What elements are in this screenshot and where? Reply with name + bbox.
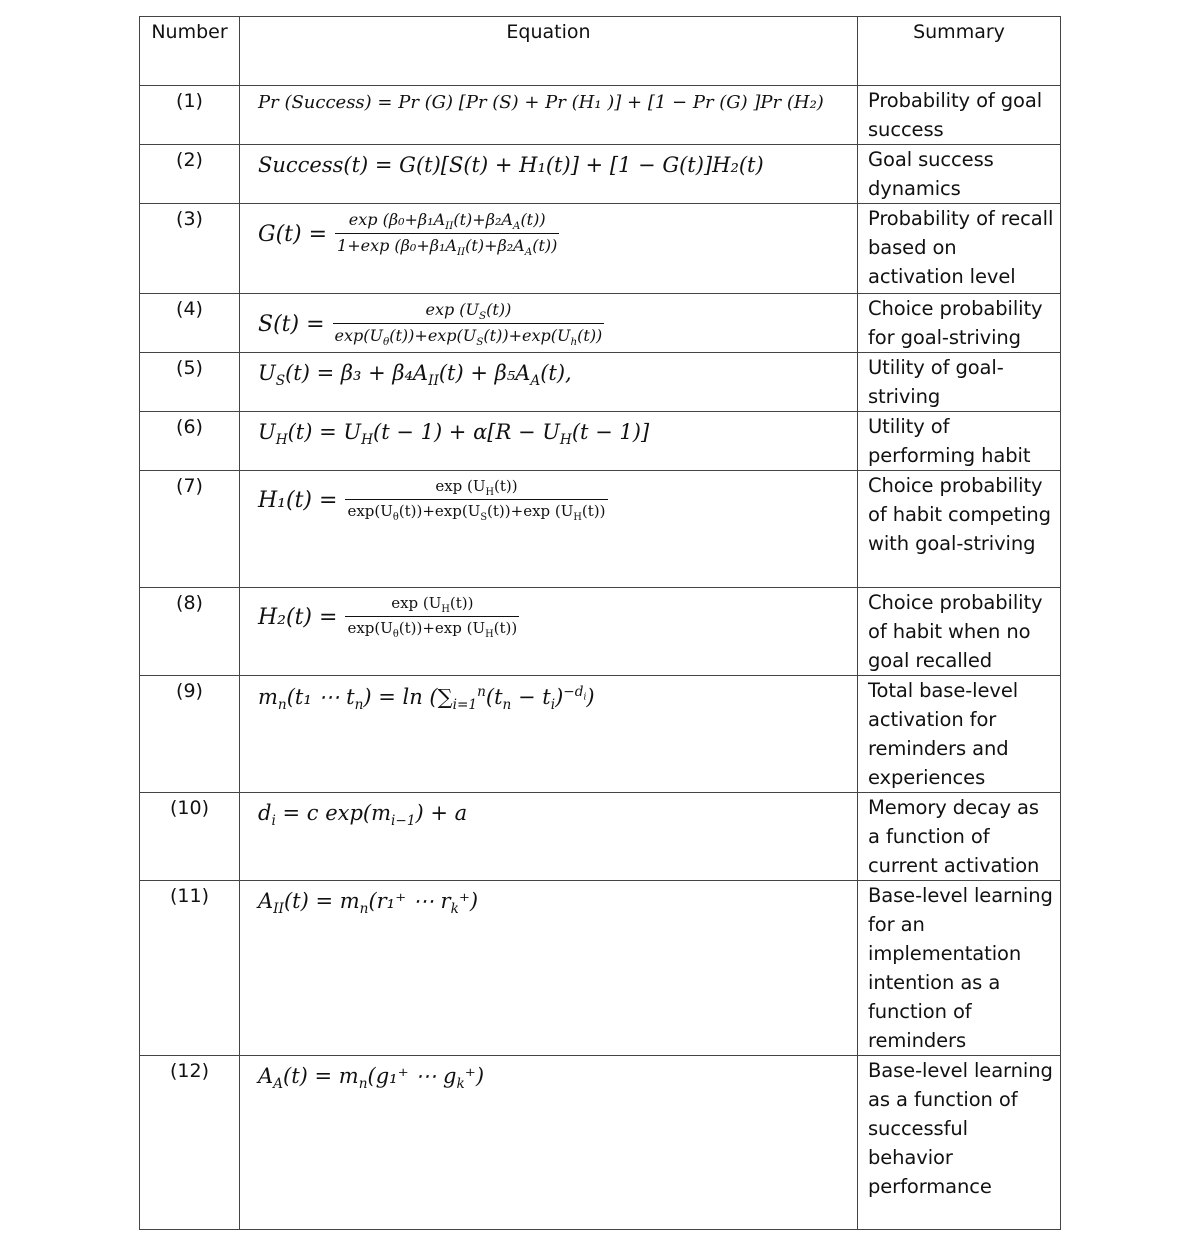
equation-number: (7) [140, 471, 240, 588]
table-row [140, 353, 1061, 412]
equation-summary: Goal success dynamics [858, 145, 1061, 204]
table-row [140, 881, 1061, 1056]
equations-table [139, 16, 1061, 1230]
equation-1: Pr (Success) = Pr (G) [Pr (S) + Pr (H₁ )] + [1 − Pr (G) ]Pr (H₂) [258, 92, 824, 113]
equation-cell [240, 353, 858, 412]
equation-cell [240, 881, 858, 1056]
table-row [140, 676, 1061, 793]
equation-4: S(t) = $\frac{\exp (U_S(t))}{\exp(U_\theta(t))+\exp(U_S(t))+\exp(U_h(t))}$ [258, 300, 603, 349]
table-row [140, 145, 1061, 204]
equation-12: $A_A(t) = m_n(g_1^+$ ⋯ $g_k^+$) [258, 1064, 485, 1093]
table-row [140, 1056, 1061, 1230]
table-row [140, 793, 1061, 881]
equation-cell [240, 204, 858, 294]
equation-summary: Memory decay as a function of current activation [858, 793, 1061, 881]
fraction: $\frac{\exp (U_H(t))}{\exp(U_\theta(t))+\exp (U_H(t))}$ [347, 594, 518, 640]
equation-summary: Total base-level activation for reminders and experiences [858, 676, 1061, 793]
equation-summary: Base-level learning for an implementation intention as a function of reminders [858, 881, 1061, 1056]
fraction: $\frac{\exp (\beta_0+\beta_1A_{II}(t)+\beta_2A_A(t))}{1+\exp (\beta_0+\beta_1A_{II}(t)+\beta_2A_A(t))}$ [337, 210, 558, 259]
equation-number: (6) [140, 412, 240, 471]
table-row [140, 294, 1061, 353]
header-row [140, 17, 1061, 86]
equation-7: H₁(t) = $\frac{\exp (U_H(t))}{\exp(U_\theta(t))+\exp(U_S(t))+\exp (U_H(t))}$ [258, 477, 606, 523]
fraction: $\frac{\exp (U_H(t))}{\exp(U_\theta(t))+\exp(U_S(t))+\exp (U_H(t))}$ [347, 477, 606, 523]
equation-summary: Base-level learning as a function of successful behavior performance [858, 1056, 1061, 1230]
equation-cell [240, 1056, 858, 1230]
equation-cell [240, 145, 858, 204]
equation-summary: Probability of goal success [858, 86, 1061, 145]
equation-number: (10) [140, 793, 240, 881]
equation-3: G(t) = $\frac{\exp (\beta_0+\beta_1A_{II}(t)+\beta_2A_A(t))}{1+\exp (\beta_0+\beta_1A_{II}(t)+\beta_2A_A(t))}$ [258, 210, 558, 259]
equation-cell [240, 86, 858, 145]
table-row [140, 204, 1061, 294]
equation-summary: Utility of goal-striving [858, 353, 1061, 412]
equation-summary: Choice probability of habit competing with goal-striving [858, 471, 1061, 588]
equation-number: (8) [140, 588, 240, 676]
equation-11: $A_{II}(t) = m_n(r_1^+$ ⋯ $r_k^+$) [258, 889, 479, 918]
equation-number: (11) [140, 881, 240, 1056]
equation-cell [240, 793, 858, 881]
table-row [140, 471, 1061, 588]
equation-number: (2) [140, 145, 240, 204]
header-number: Number [140, 17, 240, 86]
table-row [140, 412, 1061, 471]
header-equation: Equation [240, 17, 858, 86]
table-row [140, 86, 1061, 145]
equation-summary: Probability of recall based on activation level [858, 204, 1061, 294]
equation-number: (12) [140, 1056, 240, 1230]
equation-number: (9) [140, 676, 240, 793]
equation-5: $U_S(t) = \beta_3 + \beta_4A_{II}(t) + \beta_5A_A(t)$, [258, 361, 572, 390]
equation-cell [240, 471, 858, 588]
equation-6: $U_H(t) = U_H(t - 1) + \alpha[R - U_H(t - 1)]$ [258, 420, 650, 449]
equation-number: (1) [140, 86, 240, 145]
equation-number: (4) [140, 294, 240, 353]
equation-8: H₂(t) = $\frac{\exp (U_H(t))}{\exp(U_\theta(t))+\exp (U_H(t))}$ [258, 594, 518, 640]
equation-summary: Choice probability of habit when no goal recalled [858, 588, 1061, 676]
equation-summary: Utility of performing habit [858, 412, 1061, 471]
header-summary: Summary [858, 17, 1061, 86]
equation-cell [240, 412, 858, 471]
equation-cell [240, 588, 858, 676]
equation-9: $m_n(t_1$ ⋯ $t_n) = \ln (\sum_{i=1}^n(t_n - t_i)^{-d_i})$ [258, 684, 595, 714]
equation-2: Success(t) = G(t)[S(t) + H₁(t)] + [1 − G(t)]H₂(t) [258, 153, 764, 177]
equation-cell [240, 294, 858, 353]
equation-cell [240, 676, 858, 793]
equation-10: $d_i = c$ $\exp(m_{i-1}) + a$ [258, 801, 468, 830]
equation-number: (5) [140, 353, 240, 412]
fraction: $\frac{\exp (U_S(t))}{\exp(U_\theta(t))+\exp(U_S(t))+\exp(U_h(t))}$ [334, 300, 603, 349]
equation-summary: Choice probability for goal-striving [858, 294, 1061, 353]
table-row [140, 588, 1061, 676]
equation-number: (3) [140, 204, 240, 294]
